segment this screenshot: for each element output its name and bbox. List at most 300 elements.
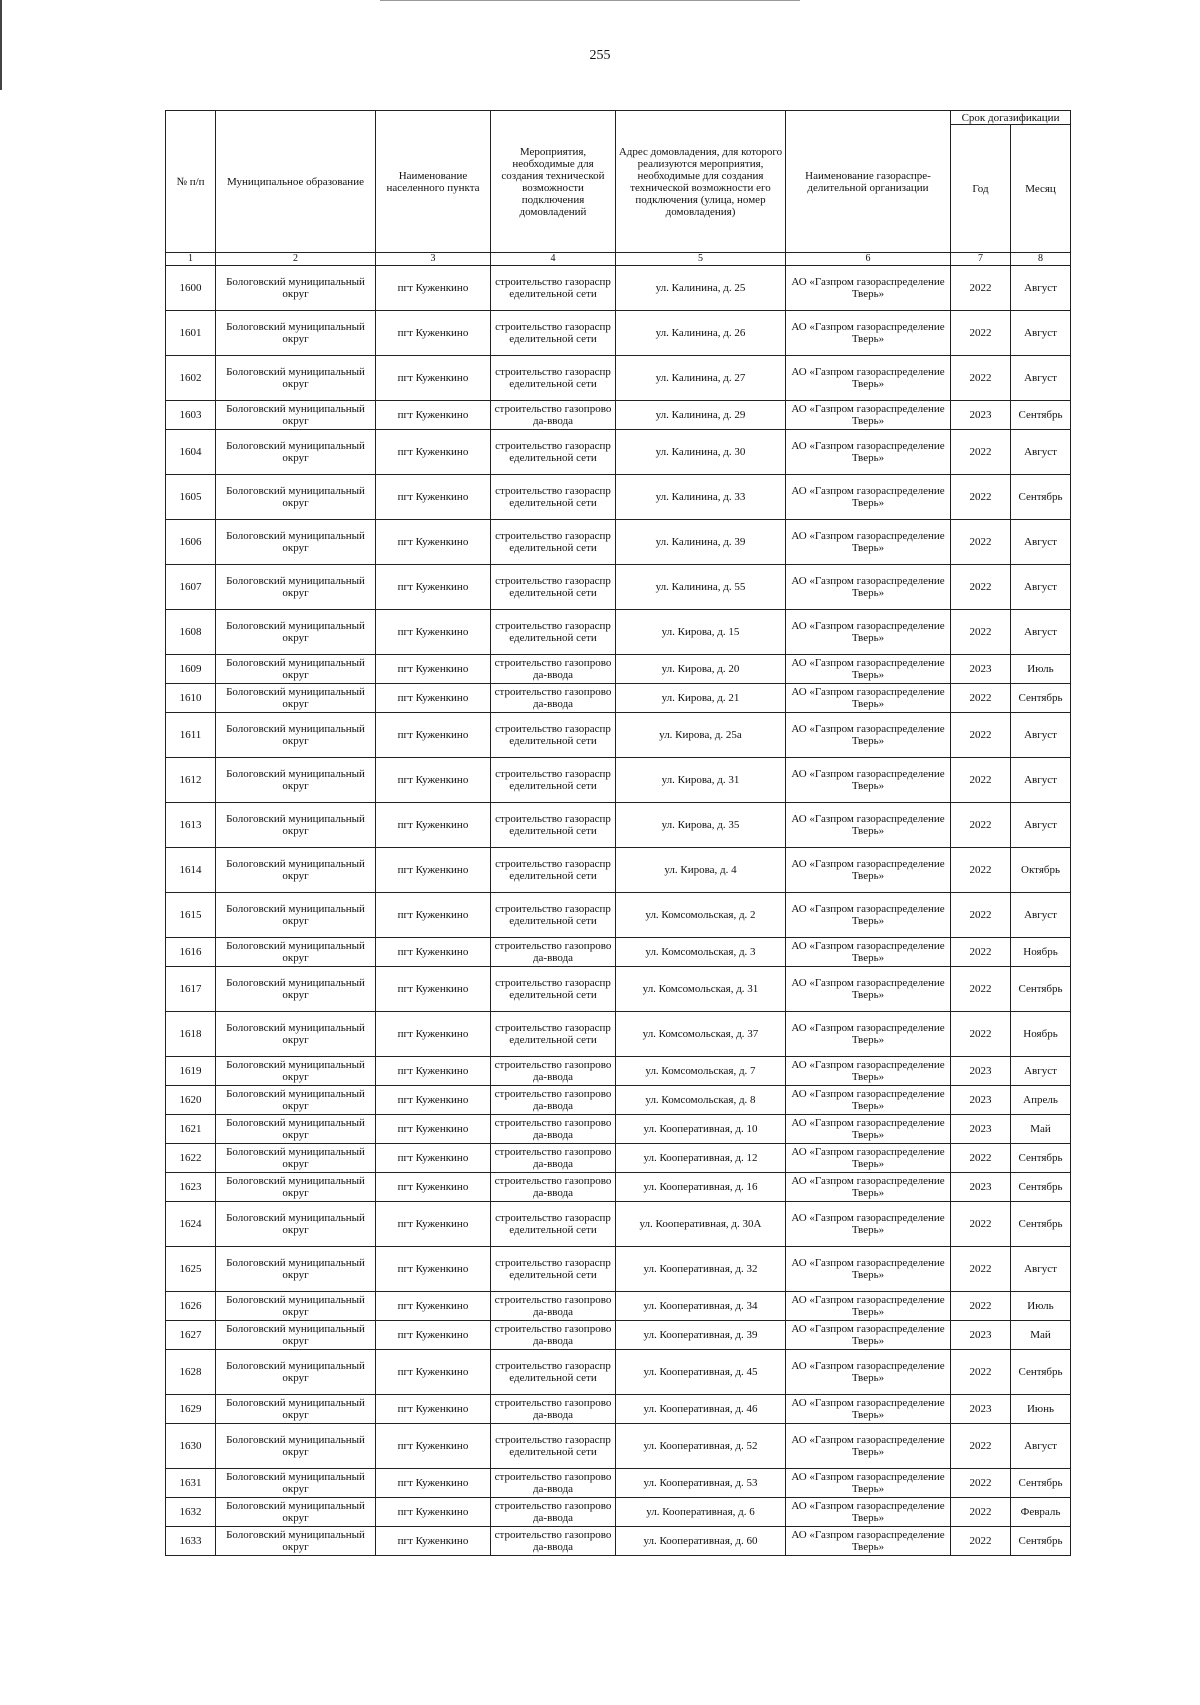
header-settlement: Наименование населенного пункта (376, 111, 491, 253)
cell-settlement: пгт Куженкино (376, 1527, 491, 1556)
cell-municipality: Бологовский муниципальный округ (216, 1012, 376, 1057)
cell-municipality: Бологовский муниципальный округ (216, 1350, 376, 1395)
cell-settlement: пгт Куженкино (376, 803, 491, 848)
cell-measure: строительство газопровода-ввода (491, 1115, 616, 1144)
cell-no: 1628 (166, 1350, 216, 1395)
cell-municipality: Бологовский муниципальный округ (216, 967, 376, 1012)
cell-year: 2022 (951, 475, 1011, 520)
column-number: 8 (1011, 253, 1071, 266)
cell-measure: строительство газопровода-ввода (491, 1498, 616, 1527)
table-row (166, 356, 1071, 401)
cell-org: АО «Газпром газораспределение Тверь» (786, 266, 951, 311)
cell-org: АО «Газпром газораспределение Тверь» (786, 1012, 951, 1057)
cell-org: АО «Газпром газораспределение Тверь» (786, 1292, 951, 1321)
cell-org: АО «Газпром газораспределение Тверь» (786, 520, 951, 565)
cell-measure: строительство газораспределительной сети (491, 356, 616, 401)
cell-settlement: пгт Куженкино (376, 684, 491, 713)
table-row (166, 1247, 1071, 1292)
cell-org: АО «Газпром газораспределение Тверь» (786, 1086, 951, 1115)
cell-measure: строительство газораспределительной сети (491, 430, 616, 475)
table-row (166, 1424, 1071, 1469)
cell-month: Сентябрь (1011, 1173, 1071, 1202)
cell-no: 1629 (166, 1395, 216, 1424)
cell-no: 1613 (166, 803, 216, 848)
cell-month: Сентябрь (1011, 1527, 1071, 1556)
table-row (166, 1086, 1071, 1115)
cell-municipality: Бологовский муниципальный округ (216, 684, 376, 713)
cell-address: ул. Калинина, д. 33 (616, 475, 786, 520)
cell-month: Май (1011, 1115, 1071, 1144)
cell-measure: строительство газопровода-ввода (491, 655, 616, 684)
table-row (166, 565, 1071, 610)
cell-year: 2022 (951, 848, 1011, 893)
cell-municipality: Бологовский муниципальный округ (216, 565, 376, 610)
cell-month: Август (1011, 610, 1071, 655)
scan-edge-line (0, 0, 2, 90)
cell-municipality: Бологовский муниципальный округ (216, 713, 376, 758)
cell-measure: строительство газопровода-ввода (491, 1086, 616, 1115)
cell-no: 1611 (166, 713, 216, 758)
cell-address: ул. Калинина, д. 29 (616, 401, 786, 430)
cell-settlement: пгт Куженкино (376, 266, 491, 311)
cell-address: ул. Кооперативная, д. 32 (616, 1247, 786, 1292)
table-row (166, 1115, 1071, 1144)
cell-month: Сентябрь (1011, 1469, 1071, 1498)
cell-no: 1632 (166, 1498, 216, 1527)
cell-address: ул. Кооперативная, д. 52 (616, 1424, 786, 1469)
cell-no: 1631 (166, 1469, 216, 1498)
cell-year: 2022 (951, 430, 1011, 475)
cell-year: 2023 (951, 1115, 1011, 1144)
table-row (166, 610, 1071, 655)
cell-municipality: Бологовский муниципальный округ (216, 401, 376, 430)
cell-measure: строительство газопровода-ввода (491, 1144, 616, 1173)
cell-org: АО «Газпром газораспределение Тверь» (786, 1395, 951, 1424)
cell-org: АО «Газпром газораспределение Тверь» (786, 1350, 951, 1395)
cell-measure: строительство газораспределительной сети (491, 803, 616, 848)
cell-org: АО «Газпром газораспределение Тверь» (786, 401, 951, 430)
cell-year: 2023 (951, 1057, 1011, 1086)
cell-month: Сентябрь (1011, 1144, 1071, 1173)
cell-settlement: пгт Куженкино (376, 311, 491, 356)
cell-year: 2022 (951, 938, 1011, 967)
cell-address: ул. Калинина, д. 25 (616, 266, 786, 311)
cell-settlement: пгт Куженкино (376, 520, 491, 565)
table-row (166, 1350, 1071, 1395)
cell-municipality: Бологовский муниципальный округ (216, 1247, 376, 1292)
column-number: 1 (166, 253, 216, 266)
column-number: 3 (376, 253, 491, 266)
cell-org: АО «Газпром газораспределение Тверь» (786, 893, 951, 938)
cell-municipality: Бологовский муниципальный округ (216, 1498, 376, 1527)
cell-year: 2022 (951, 713, 1011, 758)
cell-settlement: пгт Куженкино (376, 1086, 491, 1115)
cell-address: ул. Кооперативная, д. 45 (616, 1350, 786, 1395)
table-row (166, 803, 1071, 848)
cell-no: 1627 (166, 1321, 216, 1350)
cell-address: ул. Кирова, д. 20 (616, 655, 786, 684)
table-row (166, 1144, 1071, 1173)
column-number: 6 (786, 253, 951, 266)
cell-municipality: Бологовский муниципальный округ (216, 1527, 376, 1556)
header-org: Наименование газораспре-делительной организации (786, 111, 951, 253)
cell-settlement: пгт Куженкино (376, 758, 491, 803)
cell-no: 1601 (166, 311, 216, 356)
cell-month: Июль (1011, 655, 1071, 684)
cell-settlement: пгт Куженкино (376, 1247, 491, 1292)
cell-address: ул. Кооперативная, д. 60 (616, 1527, 786, 1556)
table-row (166, 1292, 1071, 1321)
table-row (166, 1395, 1071, 1424)
cell-settlement: пгт Куженкино (376, 938, 491, 967)
cell-no: 1619 (166, 1057, 216, 1086)
cell-municipality: Бологовский муниципальный округ (216, 1292, 376, 1321)
cell-year: 2022 (951, 758, 1011, 803)
cell-year: 2022 (951, 803, 1011, 848)
cell-no: 1615 (166, 893, 216, 938)
table-row (166, 1498, 1071, 1527)
cell-settlement: пгт Куженкино (376, 967, 491, 1012)
cell-settlement: пгт Куженкино (376, 1321, 491, 1350)
cell-measure: строительство газопровода-ввода (491, 1057, 616, 1086)
cell-municipality: Бологовский муниципальный округ (216, 1086, 376, 1115)
cell-month: Июнь (1011, 1395, 1071, 1424)
page-number: 255 (589, 48, 611, 63)
cell-org: АО «Газпром газораспределение Тверь» (786, 684, 951, 713)
cell-measure: строительство газораспределительной сети (491, 475, 616, 520)
cell-org: АО «Газпром газораспределение Тверь» (786, 1202, 951, 1247)
cell-year: 2022 (951, 311, 1011, 356)
cell-municipality: Бологовский муниципальный округ (216, 520, 376, 565)
cell-address: ул. Калинина, д. 26 (616, 311, 786, 356)
cell-no: 1600 (166, 266, 216, 311)
table-row (166, 1057, 1071, 1086)
cell-org: АО «Газпром газораспределение Тверь» (786, 356, 951, 401)
cell-settlement: пгт Куженкино (376, 1057, 491, 1086)
cell-address: ул. Комсомольская, д. 3 (616, 938, 786, 967)
cell-month: Август (1011, 311, 1071, 356)
cell-measure: строительство газопровода-ввода (491, 1527, 616, 1556)
cell-settlement: пгт Куженкино (376, 848, 491, 893)
cell-settlement: пгт Куженкино (376, 1115, 491, 1144)
cell-org: АО «Газпром газораспределение Тверь» (786, 1527, 951, 1556)
cell-measure: строительство газораспределительной сети (491, 1247, 616, 1292)
cell-year: 2022 (951, 356, 1011, 401)
cell-measure: строительство газораспределительной сети (491, 893, 616, 938)
cell-org: АО «Газпром газораспределение Тверь» (786, 713, 951, 758)
cell-month: Август (1011, 713, 1071, 758)
cell-month: Сентябрь (1011, 684, 1071, 713)
table-row (166, 1527, 1071, 1556)
table-row (166, 430, 1071, 475)
cell-month: Ноябрь (1011, 938, 1071, 967)
cell-measure: строительство газораспределительной сети (491, 758, 616, 803)
cell-month: Сентябрь (1011, 967, 1071, 1012)
cell-address: ул. Калинина, д. 30 (616, 430, 786, 475)
cell-no: 1626 (166, 1292, 216, 1321)
cell-settlement: пгт Куженкино (376, 655, 491, 684)
cell-year: 2022 (951, 1144, 1011, 1173)
cell-municipality: Бологовский муниципальный округ (216, 655, 376, 684)
cell-no: 1625 (166, 1247, 216, 1292)
cell-org: АО «Газпром газораспределение Тверь» (786, 1173, 951, 1202)
cell-year: 2022 (951, 1292, 1011, 1321)
cell-no: 1624 (166, 1202, 216, 1247)
table-row (166, 1469, 1071, 1498)
cell-no: 1617 (166, 967, 216, 1012)
cell-no: 1616 (166, 938, 216, 967)
cell-org: АО «Газпром газораспределение Тверь» (786, 475, 951, 520)
cell-year: 2022 (951, 684, 1011, 713)
cell-address: ул. Кооперативная, д. 53 (616, 1469, 786, 1498)
cell-org: АО «Газпром газораспределение Тверь» (786, 803, 951, 848)
cell-no: 1602 (166, 356, 216, 401)
cell-municipality: Бологовский муниципальный округ (216, 893, 376, 938)
cell-address: ул. Кооперативная, д. 34 (616, 1292, 786, 1321)
cell-address: ул. Комсомольская, д. 8 (616, 1086, 786, 1115)
cell-no: 1607 (166, 565, 216, 610)
cell-month: Сентябрь (1011, 475, 1071, 520)
cell-month: Сентябрь (1011, 1202, 1071, 1247)
cell-municipality: Бологовский муниципальный округ (216, 266, 376, 311)
column-number-row (166, 253, 1071, 266)
cell-municipality: Бологовский муниципальный округ (216, 938, 376, 967)
cell-settlement: пгт Куженкино (376, 1202, 491, 1247)
header-address: Адрес домовладения, для которого реализуются мероприятия, необходимые для создания технической возможности его подключения (улица, номер домовладения) (616, 111, 786, 253)
cell-settlement: пгт Куженкино (376, 610, 491, 655)
cell-year: 2022 (951, 1527, 1011, 1556)
cell-org: АО «Газпром газораспределение Тверь» (786, 758, 951, 803)
cell-measure: строительство газопровода-ввода (491, 938, 616, 967)
cell-no: 1603 (166, 401, 216, 430)
header-municipality: Муниципальное образование (216, 111, 376, 253)
cell-measure: строительство газопровода-ввода (491, 684, 616, 713)
cell-org: АО «Газпром газораспределение Тверь» (786, 938, 951, 967)
cell-measure: строительство газораспределительной сети (491, 1202, 616, 1247)
cell-municipality: Бологовский муниципальный округ (216, 1395, 376, 1424)
cell-municipality: Бологовский муниципальный округ (216, 430, 376, 475)
cell-org: АО «Газпром газораспределение Тверь» (786, 311, 951, 356)
cell-measure: строительство газопровода-ввода (491, 401, 616, 430)
table-row (166, 1173, 1071, 1202)
cell-no: 1610 (166, 684, 216, 713)
cell-year: 2022 (951, 967, 1011, 1012)
cell-month: Февраль (1011, 1498, 1071, 1527)
cell-measure: строительство газораспределительной сети (491, 311, 616, 356)
cell-month: Август (1011, 356, 1071, 401)
cell-settlement: пгт Куженкино (376, 401, 491, 430)
cell-settlement: пгт Куженкино (376, 1395, 491, 1424)
cell-address: ул. Кооперативная, д. 10 (616, 1115, 786, 1144)
cell-org: АО «Газпром газораспределение Тверь» (786, 1469, 951, 1498)
cell-measure: строительство газораспределительной сети (491, 1350, 616, 1395)
cell-month: Август (1011, 893, 1071, 938)
cell-year: 2023 (951, 1173, 1011, 1202)
cell-municipality: Бологовский муниципальный округ (216, 610, 376, 655)
cell-no: 1606 (166, 520, 216, 565)
cell-measure: строительство газопровода-ввода (491, 1395, 616, 1424)
cell-address: ул. Кирова, д. 21 (616, 684, 786, 713)
cell-municipality: Бологовский муниципальный округ (216, 758, 376, 803)
header-deadline-group: Срок догазификации (951, 111, 1071, 125)
cell-settlement: пгт Куженкино (376, 1292, 491, 1321)
cell-measure: строительство газораспределительной сети (491, 565, 616, 610)
table-row (166, 311, 1071, 356)
cell-municipality: Бологовский муниципальный округ (216, 1173, 376, 1202)
column-number: 7 (951, 253, 1011, 266)
cell-settlement: пгт Куженкино (376, 1424, 491, 1469)
cell-address: ул. Кирова, д. 31 (616, 758, 786, 803)
cell-month: Сентябрь (1011, 1350, 1071, 1395)
cell-month: Ноябрь (1011, 1012, 1071, 1057)
cell-municipality: Бологовский муниципальный округ (216, 1424, 376, 1469)
cell-address: ул. Комсомольская, д. 31 (616, 967, 786, 1012)
cell-org: АО «Газпром газораспределение Тверь» (786, 655, 951, 684)
table-row (166, 713, 1071, 758)
cell-month: Июль (1011, 1292, 1071, 1321)
cell-no: 1618 (166, 1012, 216, 1057)
cell-org: АО «Газпром газораспределение Тверь» (786, 1144, 951, 1173)
cell-address: ул. Кирова, д. 4 (616, 848, 786, 893)
cell-year: 2022 (951, 565, 1011, 610)
cell-year: 2022 (951, 610, 1011, 655)
cell-no: 1614 (166, 848, 216, 893)
table-row (166, 1012, 1071, 1057)
cell-month: Август (1011, 266, 1071, 311)
cell-year: 2022 (951, 266, 1011, 311)
cell-address: ул. Кооперативная, д. 16 (616, 1173, 786, 1202)
cell-municipality: Бологовский муниципальный округ (216, 1321, 376, 1350)
cell-municipality: Бологовский муниципальный округ (216, 1202, 376, 1247)
column-number: 5 (616, 253, 786, 266)
cell-no: 1622 (166, 1144, 216, 1173)
table-row (166, 967, 1071, 1012)
cell-month: Август (1011, 430, 1071, 475)
cell-settlement: пгт Куженкино (376, 356, 491, 401)
cell-settlement: пгт Куженкино (376, 893, 491, 938)
cell-municipality: Бологовский муниципальный округ (216, 356, 376, 401)
cell-no: 1621 (166, 1115, 216, 1144)
cell-measure: строительство газораспределительной сети (491, 1012, 616, 1057)
cell-year: 2023 (951, 1086, 1011, 1115)
header-no: № п/п (166, 111, 216, 253)
cell-month: Август (1011, 1057, 1071, 1086)
cell-address: ул. Кооперативная, д. 30А (616, 1202, 786, 1247)
cell-year: 2022 (951, 1012, 1011, 1057)
cell-measure: строительство газопровода-ввода (491, 1321, 616, 1350)
cell-settlement: пгт Куженкино (376, 430, 491, 475)
table-row (166, 1321, 1071, 1350)
cell-municipality: Бологовский муниципальный округ (216, 475, 376, 520)
cell-year: 2023 (951, 401, 1011, 430)
cell-address: ул. Кирова, д. 25а (616, 713, 786, 758)
cell-no: 1608 (166, 610, 216, 655)
table-row (166, 684, 1071, 713)
table-row (166, 655, 1071, 684)
cell-address: ул. Кирова, д. 35 (616, 803, 786, 848)
cell-org: АО «Газпром газораспределение Тверь» (786, 1057, 951, 1086)
cell-measure: строительство газопровода-ввода (491, 1292, 616, 1321)
cell-measure: строительство газораспределительной сети (491, 266, 616, 311)
cell-measure: строительство газораспределительной сети (491, 967, 616, 1012)
cell-settlement: пгт Куженкино (376, 1350, 491, 1395)
cell-address: ул. Комсомольская, д. 7 (616, 1057, 786, 1086)
gasification-table (165, 110, 1071, 1556)
cell-no: 1620 (166, 1086, 216, 1115)
cell-settlement: пгт Куженкино (376, 565, 491, 610)
cell-year: 2022 (951, 1350, 1011, 1395)
cell-address: ул. Калинина, д. 27 (616, 356, 786, 401)
cell-settlement: пгт Куженкино (376, 475, 491, 520)
cell-address: ул. Кирова, д. 15 (616, 610, 786, 655)
cell-settlement: пгт Куженкино (376, 1012, 491, 1057)
cell-month: Октябрь (1011, 848, 1071, 893)
column-number: 4 (491, 253, 616, 266)
cell-year: 2023 (951, 1395, 1011, 1424)
cell-org: АО «Газпром газораспределение Тверь» (786, 967, 951, 1012)
cell-measure: строительство газораспределительной сети (491, 520, 616, 565)
cell-address: ул. Комсомольская, д. 37 (616, 1012, 786, 1057)
cell-no: 1605 (166, 475, 216, 520)
cell-address: ул. Калинина, д. 39 (616, 520, 786, 565)
cell-measure: строительство газопровода-ввода (491, 1173, 616, 1202)
cell-measure: строительство газопровода-ввода (491, 1469, 616, 1498)
cell-org: АО «Газпром газораспределение Тверь» (786, 430, 951, 475)
cell-no: 1623 (166, 1173, 216, 1202)
cell-month: Август (1011, 1424, 1071, 1469)
cell-month: Апрель (1011, 1086, 1071, 1115)
cell-no: 1630 (166, 1424, 216, 1469)
cell-org: АО «Газпром газораспределение Тверь» (786, 610, 951, 655)
cell-municipality: Бологовский муниципальный округ (216, 1469, 376, 1498)
cell-month: Август (1011, 1247, 1071, 1292)
cell-month: Август (1011, 758, 1071, 803)
cell-month: Май (1011, 1321, 1071, 1350)
cell-measure: строительство газораспределительной сети (491, 713, 616, 758)
cell-org: АО «Газпром газораспределение Тверь» (786, 1115, 951, 1144)
cell-year: 2023 (951, 655, 1011, 684)
cell-address: ул. Кооперативная, д. 12 (616, 1144, 786, 1173)
cell-address: ул. Калинина, д. 55 (616, 565, 786, 610)
table-row (166, 1202, 1071, 1247)
cell-org: АО «Газпром газораспределение Тверь» (786, 565, 951, 610)
table-row (166, 475, 1071, 520)
cell-municipality: Бологовский муниципальный округ (216, 1057, 376, 1086)
table-row (166, 893, 1071, 938)
column-number: 2 (216, 253, 376, 266)
cell-municipality: Бологовский муниципальный округ (216, 1115, 376, 1144)
cell-year: 2022 (951, 1424, 1011, 1469)
cell-no: 1604 (166, 430, 216, 475)
cell-settlement: пгт Куженкино (376, 1498, 491, 1527)
cell-org: АО «Газпром газораспределение Тверь» (786, 1247, 951, 1292)
cell-year: 2022 (951, 1202, 1011, 1247)
cell-org: АО «Газпром газораспределение Тверь» (786, 848, 951, 893)
cell-no: 1633 (166, 1527, 216, 1556)
cell-municipality: Бологовский муниципальный округ (216, 848, 376, 893)
table-row (166, 266, 1071, 311)
cell-municipality: Бологовский муниципальный округ (216, 1144, 376, 1173)
table-row (166, 938, 1071, 967)
top-rule (380, 0, 800, 1)
cell-measure: строительство газораспределительной сети (491, 848, 616, 893)
cell-org: АО «Газпром газораспределение Тверь» (786, 1498, 951, 1527)
table-row (166, 520, 1071, 565)
cell-year: 2022 (951, 520, 1011, 565)
cell-month: Сентябрь (1011, 401, 1071, 430)
cell-measure: строительство газораспределительной сети (491, 610, 616, 655)
cell-address: ул. Комсомольская, д. 2 (616, 893, 786, 938)
